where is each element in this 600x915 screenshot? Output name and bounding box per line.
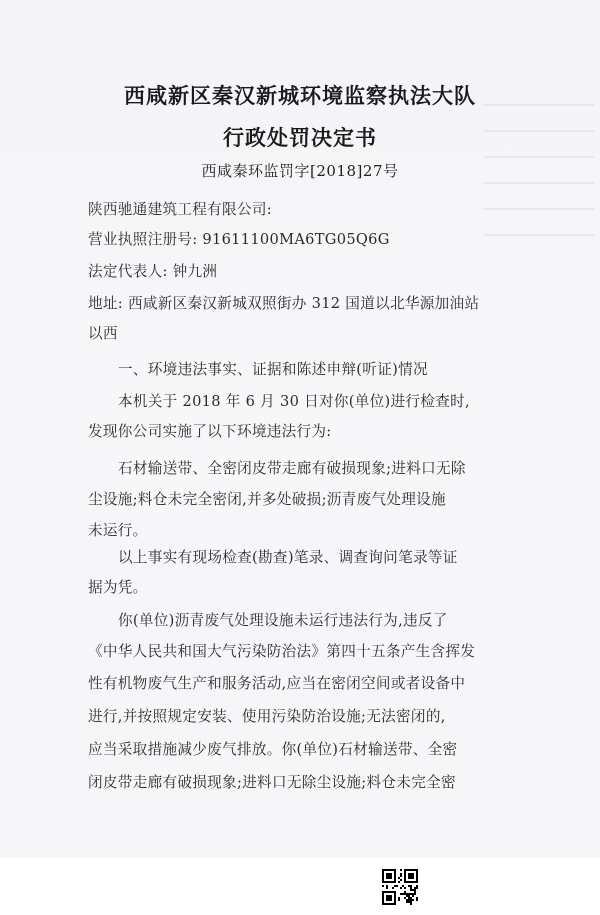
footer-strip	[0, 858, 600, 915]
party-name: 陕西驰通建筑工程有限公司:	[88, 201, 272, 218]
para2-line: 尘设施;料仓未完全密闭,并多处破损;沥青废气处理设施	[88, 491, 446, 508]
qr-code-icon[interactable]	[382, 869, 418, 905]
para4-line: 进行,并按照规定安装、使用污染防治设施;无法密闭的,	[88, 708, 446, 725]
para1-line: 本机关于 2018 年 6 月 30 日对你(单位)进行检查时,	[118, 393, 470, 410]
para3-line: 据为凭。	[88, 579, 148, 596]
para4-line: 《中华人民共和国大气污染防治法》第四十五条产生含挥发	[88, 643, 476, 660]
document-number: 西咸秦环监罚字[2018]27号	[201, 162, 399, 180]
para4-line: 性有机物废气生产和服务活动,应当在密闭空间或者设备中	[88, 675, 466, 692]
para4-line: 闭皮带走廊有破损现象;进料口无除尘设施;料仓未完全密	[88, 774, 456, 791]
para2-line: 石材输送带、全密闭皮带走廊有破损现象;进料口无除	[118, 460, 466, 477]
para1-line: 发现你公司实施了以下环境违法行为:	[88, 423, 332, 440]
party-address-line2: 以西	[88, 325, 118, 342]
section1-heading: 一、环境违法事实、证据和陈述申辩(听证)情况	[118, 361, 428, 378]
para3-line: 以上事实有现场检查(勘查)笔录、调查询问笔录等证	[118, 549, 458, 566]
party-license: 营业执照注册号: 91611100MA6TG05Q6G	[88, 231, 390, 248]
party-address-line1: 地址: 西咸新区秦汉新城双照街办 312 国道以北华源加油站	[88, 295, 480, 312]
document-title-line2: 行政处罚决定书	[223, 126, 377, 150]
para4-line: 应当采取措施减少废气排放。你(单位)石材输送带、全密	[88, 741, 458, 758]
para2-line: 未运行。	[88, 522, 148, 539]
document-title-line1: 西咸新区秦汉新城环境监察执法大队	[124, 84, 476, 108]
para4-line: 你(单位)沥青废气处理设施未运行违法行为,违反了	[118, 612, 448, 629]
party-legal-rep: 法定代表人: 钟九洲	[88, 263, 218, 280]
